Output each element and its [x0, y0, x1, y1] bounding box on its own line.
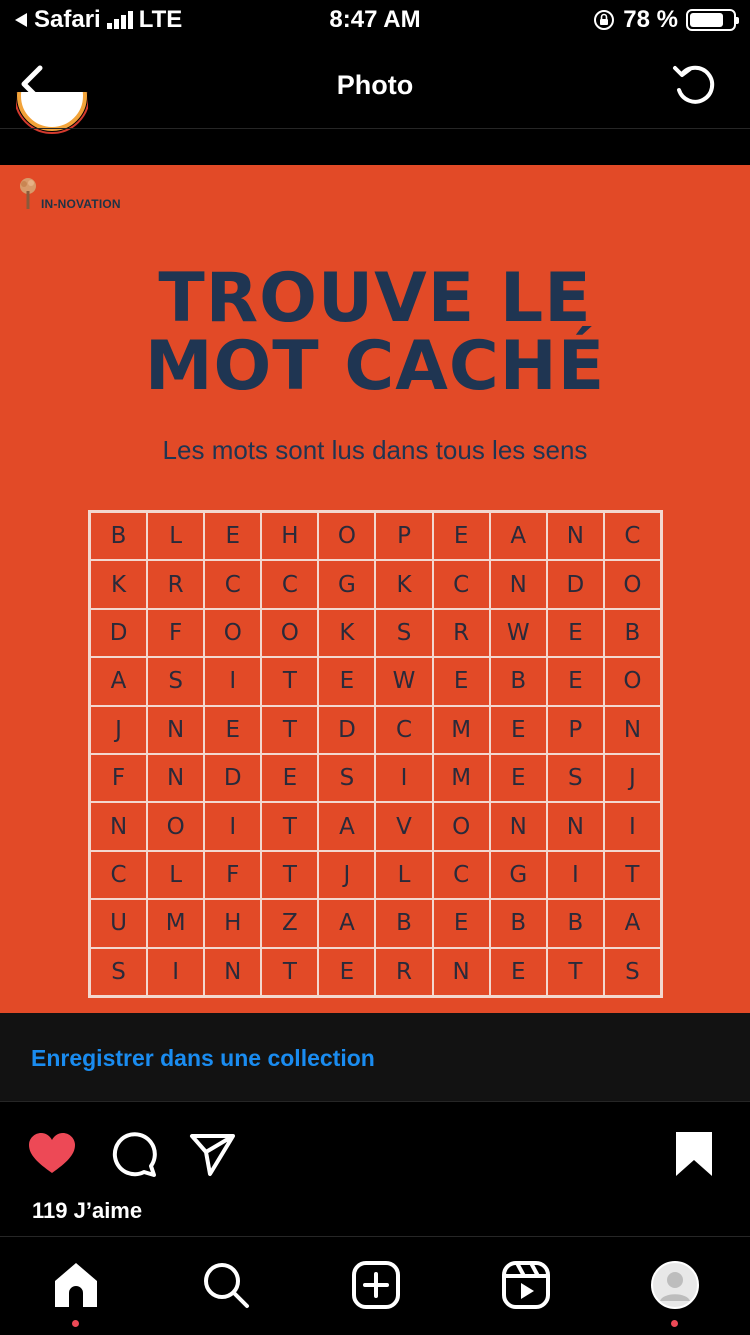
reels-icon[interactable]: [500, 1259, 552, 1311]
grid-cell: E: [204, 706, 261, 754]
grid-cell: H: [261, 512, 318, 560]
grid-cell: F: [90, 754, 147, 802]
grid-cell: I: [604, 802, 661, 850]
grid-cell: G: [490, 851, 547, 899]
grid-cell: W: [375, 657, 432, 705]
grid-cell: B: [547, 899, 604, 947]
grid-cell: A: [318, 802, 375, 850]
grid-cell: A: [604, 899, 661, 947]
grid-cell: B: [375, 899, 432, 947]
grid-cell: R: [147, 560, 204, 608]
grid-cell: I: [147, 948, 204, 996]
nav-divider: [0, 128, 750, 129]
grid-cell: C: [261, 560, 318, 608]
grid-cell: R: [375, 948, 432, 996]
grid-cell: U: [90, 899, 147, 947]
grid-cell: D: [90, 609, 147, 657]
refresh-icon[interactable]: [670, 60, 720, 110]
grid-cell: L: [375, 851, 432, 899]
grid-cell: T: [261, 851, 318, 899]
divider: [0, 1101, 750, 1102]
grid-cell: I: [375, 754, 432, 802]
grid-cell: S: [547, 754, 604, 802]
grid-cell: H: [204, 899, 261, 947]
grid-cell: I: [204, 802, 261, 850]
grid-cell: N: [433, 948, 490, 996]
grid-cell: J: [318, 851, 375, 899]
status-right: [593, 6, 736, 34]
grid-cell: P: [375, 512, 432, 560]
profile-notification-dot: [671, 1320, 678, 1327]
brand-logo: [17, 177, 121, 211]
home-icon[interactable]: [50, 1259, 102, 1311]
grid-cell: N: [490, 560, 547, 608]
grid-cell: B: [90, 512, 147, 560]
subtitle: Les mots sont lus dans tous les sens: [162, 435, 588, 465]
grid-cell: P: [547, 706, 604, 754]
grid-cell: E: [261, 754, 318, 802]
navigation-bar: [0, 44, 750, 128]
grid-cell: S: [375, 609, 432, 657]
grid-cell: W: [490, 609, 547, 657]
grid-cell: V: [375, 802, 432, 850]
grid-cell: K: [318, 609, 375, 657]
grid-cell: O: [318, 512, 375, 560]
grid-cell: C: [90, 851, 147, 899]
headline-line-2: MOT CACHÉ: [144, 327, 606, 406]
action-row: [0, 1120, 750, 1180]
grid-cell: S: [90, 948, 147, 996]
like-heart-icon[interactable]: [26, 1128, 78, 1180]
grid-cell: B: [490, 657, 547, 705]
grid-cell: O: [147, 802, 204, 850]
grid-cell: T: [547, 948, 604, 996]
grid-cell: N: [604, 706, 661, 754]
tree-logo-icon: [17, 177, 39, 211]
grid-cell: L: [147, 851, 204, 899]
search-icon[interactable]: [200, 1259, 252, 1311]
grid-cell: I: [204, 657, 261, 705]
network-label: LTE: [138, 6, 183, 33]
grid-cell: J: [604, 754, 661, 802]
grid-cell: E: [433, 899, 490, 947]
status-bar: [0, 0, 750, 40]
grid-cell: E: [204, 512, 261, 560]
grid-cell: N: [147, 754, 204, 802]
likes-count[interactable]: 119 J’aime: [32, 1198, 143, 1223]
grid-cell: N: [90, 802, 147, 850]
battery-icon: [686, 9, 736, 31]
grid-cell: R: [433, 609, 490, 657]
save-to-collection-link[interactable]: Enregistrer dans une collection: [31, 1045, 375, 1071]
grid-cell: Z: [261, 899, 318, 947]
grid-cell: E: [490, 754, 547, 802]
grid-cell: E: [433, 657, 490, 705]
grid-cell: I: [547, 851, 604, 899]
grid-cell: L: [147, 512, 204, 560]
grid-cell: E: [490, 948, 547, 996]
battery-percent: 78 %: [623, 6, 678, 33]
grid-cell: E: [318, 948, 375, 996]
grid-cell: N: [547, 802, 604, 850]
grid-cell: O: [433, 802, 490, 850]
avatar[interactable]: [16, 92, 88, 148]
grid-cell: S: [147, 657, 204, 705]
grid-cell: G: [318, 560, 375, 608]
grid-cell: S: [318, 754, 375, 802]
brand-name: IN-NOVATION: [41, 197, 121, 211]
grid-cell: K: [375, 560, 432, 608]
grid-cell: N: [147, 706, 204, 754]
back-app-label: Safari: [34, 6, 101, 33]
grid-cell: T: [261, 948, 318, 996]
bookmark-icon[interactable]: [668, 1128, 720, 1180]
grid-cell: O: [604, 657, 661, 705]
grid-cell: T: [261, 802, 318, 850]
create-post-icon[interactable]: [350, 1259, 402, 1311]
orientation-lock-icon: [593, 9, 615, 31]
grid-cell: N: [547, 512, 604, 560]
grid-cell: F: [204, 851, 261, 899]
grid-cell: J: [90, 706, 147, 754]
grid-cell: M: [433, 754, 490, 802]
headline-line-1: TROUVE LE: [158, 259, 592, 338]
grid-cell: M: [433, 706, 490, 754]
grid-cell: B: [604, 609, 661, 657]
grid-cell: A: [318, 899, 375, 947]
grid-cell: C: [433, 851, 490, 899]
grid-cell: K: [90, 560, 147, 608]
grid-cell: E: [490, 706, 547, 754]
headline: [0, 259, 750, 406]
grid-cell: A: [490, 512, 547, 560]
post-image[interactable]: [0, 165, 750, 1013]
share-send-icon[interactable]: [186, 1128, 238, 1180]
comment-icon[interactable]: [108, 1128, 160, 1180]
grid-cell: E: [318, 657, 375, 705]
grid-cell: F: [147, 609, 204, 657]
grid-cell: O: [604, 560, 661, 608]
grid-cell: O: [204, 609, 261, 657]
grid-cell: C: [375, 706, 432, 754]
profile-avatar-icon[interactable]: [649, 1259, 701, 1311]
collection-bar: [0, 1013, 750, 1101]
grid-cell: E: [547, 609, 604, 657]
page-title: Photo: [336, 70, 414, 100]
grid-cell: T: [261, 706, 318, 754]
grid-cell: E: [433, 512, 490, 560]
grid-cell: N: [490, 802, 547, 850]
home-notification-dot: [72, 1320, 79, 1327]
grid-cell: B: [490, 899, 547, 947]
grid-cell: D: [547, 560, 604, 608]
grid-cell: D: [204, 754, 261, 802]
status-time: 8:47 AM: [329, 6, 421, 33]
word-search-grid: [88, 510, 663, 998]
grid-cell: C: [433, 560, 490, 608]
grid-cell: E: [547, 657, 604, 705]
grid-cell: M: [147, 899, 204, 947]
grid-cell: T: [261, 657, 318, 705]
grid-cell: N: [204, 948, 261, 996]
grid-cell: A: [90, 657, 147, 705]
grid-cell: C: [204, 560, 261, 608]
grid-cell: T: [604, 851, 661, 899]
tab-bar: [0, 1236, 750, 1335]
grid-cell: D: [318, 706, 375, 754]
grid-cell: C: [604, 512, 661, 560]
grid-cell: S: [604, 948, 661, 996]
grid-cell: O: [261, 609, 318, 657]
